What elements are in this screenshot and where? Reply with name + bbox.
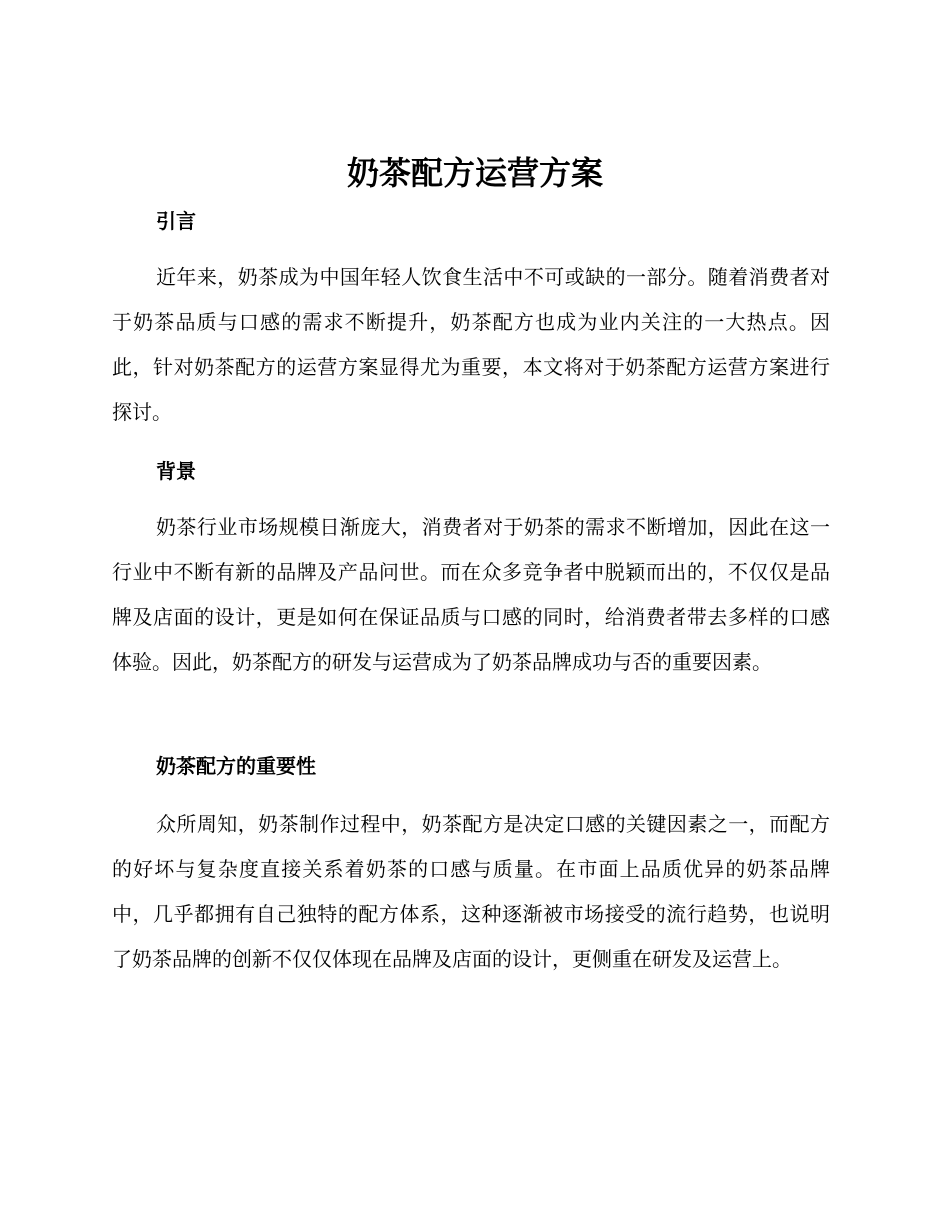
section-heading-background: 背景 [156,459,196,483]
section-paragraph-importance: 众所周知，奶茶制作过程中，奶茶配方是决定口感的关键因素之一，而配方的好坏与复杂度直接关系着奶茶的口感与质量。在市面上品质优异的奶茶品牌中，几乎都拥有自己独特的配方体系，这种逐渐被市场接受的流行趋势，也说明了奶茶品牌的创新不仅仅体现在品牌及店面的设计，更侧重在研发及运营上。 [112,812,830,971]
section-paragraph-introduction: 近年来，奶茶成为中国年轻人饮食生活中不可或缺的一部分。随着消费者对于奶茶品质与口感的需求不断提升，奶茶配方也成为业内关注的一大热点。因此，针对奶茶配方的运营方案显得尤为重要，本文将对于奶茶配方运营方案进行探讨。 [112,265,830,424]
section-paragraph-background: 奶茶行业市场规模日渐庞大，消费者对于奶茶的需求不断增加，因此在这一行业中不断有新的品牌及产品问世。而在众多竞争者中脱颖而出的，不仅仅是品牌及店面的设计，更是如何在保证品质与口感的同时，给消费者带去多样的口感体验。因此，奶茶配方的研发与运营成为了奶茶品牌成功与否的重要因素。 [112,515,830,674]
section-heading-importance: 奶茶配方的重要性 [156,754,316,778]
document-title: 奶茶配方运营方案 [346,154,603,192]
section-heading-introduction: 引言 [156,209,196,233]
